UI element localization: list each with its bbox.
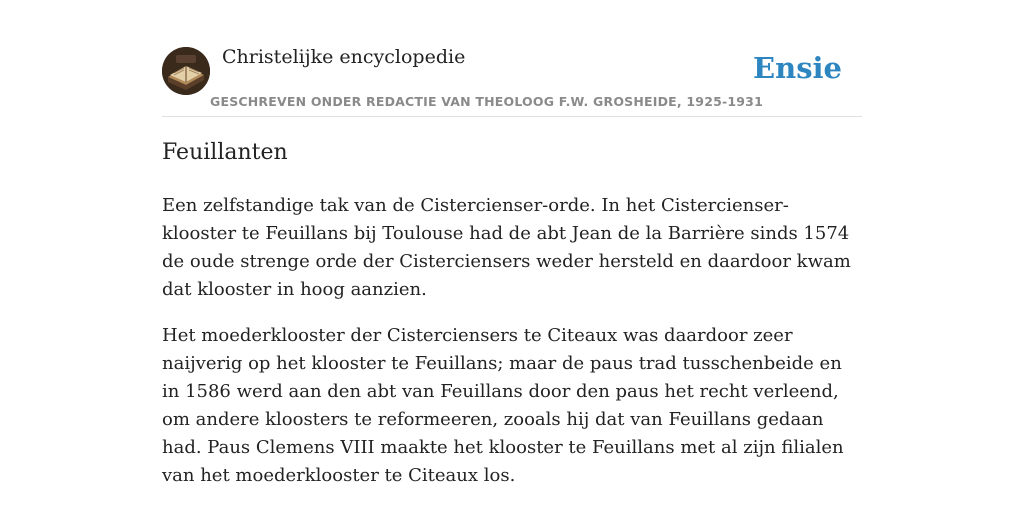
article-title: Feuillanten <box>162 140 288 165</box>
ensie-logo-link[interactable]: Ensie <box>753 51 842 85</box>
article-paragraph: Een zelfstandige tak van de Cistercienser-orde. In het Cistercienser-klooster te Feuillans bij Toulouse had de abt Jean de la Barrière sinds 1574 de oude strenge orde der Cisterciensers weder hersteld en daardoor kwam dat klooster in hoog aanzien. <box>162 195 851 300</box>
encyclopedia-avatar[interactable] <box>162 47 210 95</box>
site-title[interactable]: Christelijke encyclopedie <box>222 46 466 68</box>
book-image-icon <box>162 47 210 95</box>
article-body <box>162 192 862 508</box>
site-subtitle: GESCHREVEN ONDER REDACTIE VAN THEOLOOG F.W. GROSHEIDE, 1925-1931 <box>210 94 763 109</box>
site-header <box>162 0 862 117</box>
article-paragraph: Het moederklooster der Cisterciensers te Citeaux was daardoor zeer naijverig op het klooster te Feuillans; maar de paus trad tusschenbeide en in 1586 werd aan den abt van Feuillans door den paus het recht verleend, om andere kloosters te reformeeren, zooals hij dat van Feuillans gedaan had. Paus Clemens VIII maakte het klooster te Feuillans met al zijn filialen van het moederklooster te Citeaux los. <box>162 325 844 486</box>
page <box>162 0 862 486</box>
